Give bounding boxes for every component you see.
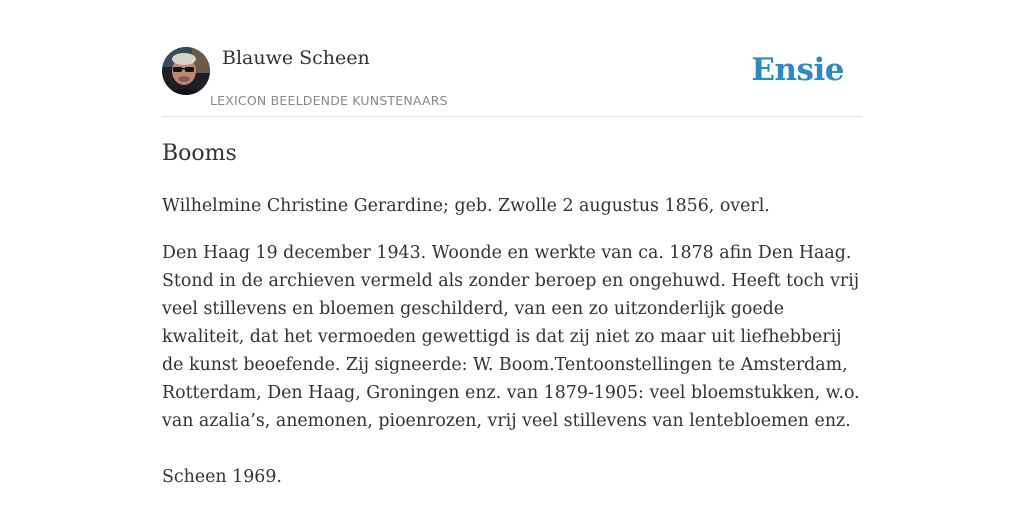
article-paragraph-1: Wilhelmine Christine Gerardine; geb. Zwolle 2 augustus 1856, overl.: [162, 196, 770, 216]
category-label[interactable]: LEXICON BEELDENDE KUNSTENAARS: [210, 93, 448, 108]
avatar[interactable]: [162, 47, 210, 95]
article-paragraph-2: Den Haag 19 december 1943. Woonde en werkte van ca. 1878 afin Den Haag. Stond in de archieven vermeld als zonder beroep en ongehuwd. Heeft toch vrij veel stillevens en bloemen geschilderd, van een zo uitzonderlijk goede kwaliteit, dat het vermoeden gewettigd is dat zij niet zo maar uit liefhebberij de kunst beoefende. Zij signeerde: W. Boom.Tentoonstellingen te Amsterdam, Rotterdam, Den Haag, Groningen enz. van 1879-1905: veel bloemstukken, w.o. van azalia’s, anemonen, pioenrozen, vrij veel stillevens van lentebloemen enz.: [162, 243, 860, 431]
article-source: Scheen 1969.: [162, 467, 282, 487]
author-name[interactable]: Blauwe Scheen: [222, 47, 370, 69]
ensie-logo[interactable]: Ensie: [751, 52, 844, 88]
avatar-photo-icon: [162, 47, 210, 95]
article-title: Booms: [162, 141, 237, 166]
page-header: [162, 46, 862, 117]
